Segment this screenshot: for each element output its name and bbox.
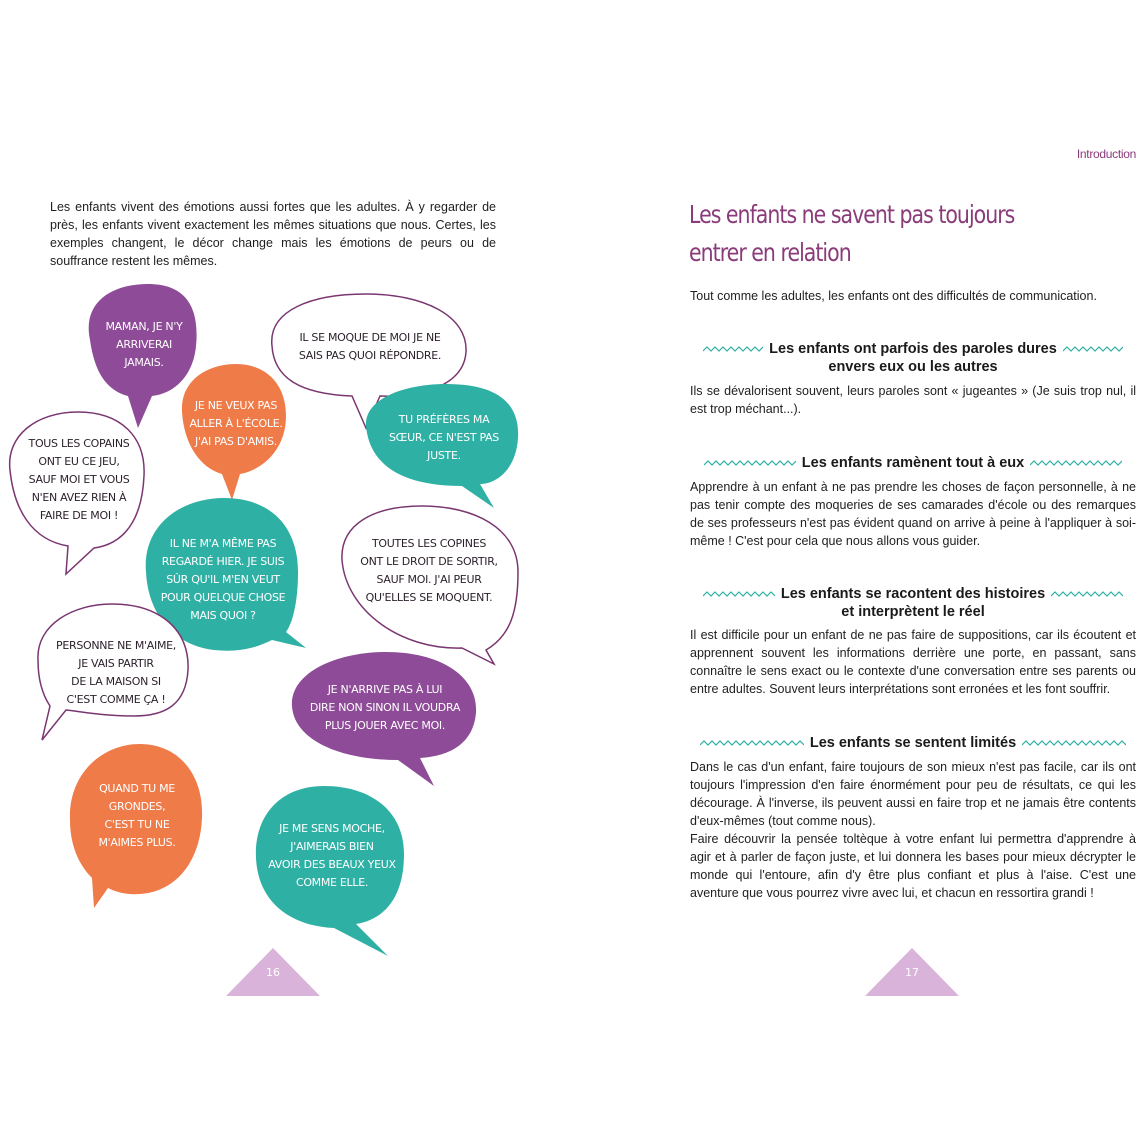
section-body-4: Dans le cas d'un enfant, faire toujours de son mieux n'est pas facile, car ils ont toujours l'impression d'en faire énormément pour peu de résultats, ce qui les décourage. À l'inverse, ils peuvent aussi en faire trop et ne jamais être contents d'eux-mêmes (tout comme nous). Faire découvrir la pensée toltèque à votre enfant lui permettra d'apprendre à agir et à parler de façon juste, et lui donnera les bases pour mieux décrypter le monde qui l'entoure, afin d'y être plus confiant et plus à l'aise. C'est une aventure que vous pourrez vivre avec lui, et chacun en ressortira grandi ! bbox=[690, 760, 1136, 900]
section-body-1: Ils se dévalorisent souvent, leurs paroles sont « jugeantes » (Je suis trop nul, il est trop méchant...). bbox=[690, 384, 1136, 416]
zigzag-ornament-icon bbox=[700, 739, 804, 747]
bubble-text-3: JE NE VEUX PAS ALLER À L'ÉCOLE. J'AI PAS D'AMIS. bbox=[189, 399, 283, 448]
zigzag-ornament-icon bbox=[1030, 459, 1122, 467]
zigzag-ornament-icon bbox=[704, 459, 796, 467]
page-number-left-text: 16 bbox=[266, 966, 280, 979]
section-body-3: Il est difficile pour un enfant de ne pas faire de suppositions, car ils écoutent et apprennent souvent les informations derrière une porte, en passant, sans connaître le sens exact ou le contexte d'une conversation entre ses parents ou entre adultes. Souvent leurs interprétations sont erronées et les font souffrir. bbox=[690, 628, 1136, 696]
section-heading-1: Les enfants ont parfois des paroles dures envers eux ou les autres bbox=[690, 340, 1136, 376]
zigzag-ornament-icon bbox=[703, 345, 763, 353]
page-title: Les enfants ne savent pas toujours entrer en relation bbox=[689, 200, 1015, 267]
page-number-right-text: 17 bbox=[905, 966, 919, 979]
bubble-text-7: TOUTES LES COPINES ONT LE DROIT DE SORTIR, SAUF MOI. J'AI PEUR QU'ELLES SE MOQUENT. bbox=[360, 537, 498, 604]
zigzag-ornament-icon bbox=[1051, 590, 1123, 598]
page-number-right bbox=[865, 948, 959, 996]
zigzag-ornament-icon bbox=[1022, 739, 1126, 747]
bubble-text-9: JE N'ARRIVE PAS À LUI DIRE NON SINON IL VOUDRA PLUS JOUER AVEC MOI. bbox=[309, 683, 461, 732]
zigzag-ornament-icon bbox=[703, 590, 775, 598]
section-body-2: Apprendre à un enfant à ne pas prendre les choses de façon personnelle, à ne pas tenir compte des moqueries de ses camarades d'école ou des remarques de ses professeurs n'est pas évident quand on arrive à peine à l'appliquer à soi-même ! C'est pour cela que nous allons vous guider. bbox=[690, 480, 1136, 548]
section-heading-2: Les enfants ramènent tout à eux bbox=[690, 454, 1136, 472]
left-intro-paragraph: Les enfants vivent des émotions aussi fortes que les adultes. À y regarder de près, les enfants vivent exactement les mêmes situations que nous. Certes, les exemples changent, le décor change mais les émotions de peurs ou de souffrance restent les mêmes. bbox=[50, 200, 496, 268]
bubble-text-6: IL NE M'A MÊME PAS REGARDÉ HIER. JE SUIS SÛR QU'IL M'EN VEUT POUR QUELQUE CHOSE MAIS QUOI ? bbox=[160, 537, 286, 622]
section-heading-3: Les enfants se racontent des histoires et interprètent le réel bbox=[690, 585, 1136, 621]
section-heading-4: Les enfants se sentent limités bbox=[690, 734, 1136, 752]
zigzag-ornament-icon bbox=[1063, 345, 1123, 353]
running-head: Introduction bbox=[1076, 147, 1136, 161]
bubble-text-4: TU PRÉFÈRES MA SŒUR, CE N'EST PAS JUSTE. bbox=[388, 413, 499, 462]
bubble-text-1: MAMAN, JE N'Y ARRIVERAI JAMAIS. bbox=[105, 320, 183, 369]
page-number-left bbox=[226, 948, 320, 996]
bubble-text-11: JE ME SENS MOCHE, J'AIMERAIS BIEN AVOIR DES BEAUX YEUX COMME ELLE. bbox=[268, 822, 396, 889]
lead-paragraph: Tout comme les adultes, les enfants ont des difficultés de communication. bbox=[690, 289, 1097, 303]
bubble-text-5: TOUS LES COPAINS ONT EU CE JEU, SAUF MOI ET VOUS N'EN AVEZ RIEN À FAIRE DE MOI ! bbox=[28, 437, 130, 522]
bubble-text-2: IL SE MOQUE DE MOI JE NE SAIS PAS QUOI RÉPONDRE. bbox=[298, 331, 442, 362]
bubble-text-10: QUAND TU ME GRONDES, C'EST TU NE M'AIMES PLUS. bbox=[98, 782, 176, 849]
bubble-text-8: PERSONNE NE M'AIME, JE VAIS PARTIR DE LA MAISON SI C'EST COMME ÇA ! bbox=[56, 639, 176, 706]
